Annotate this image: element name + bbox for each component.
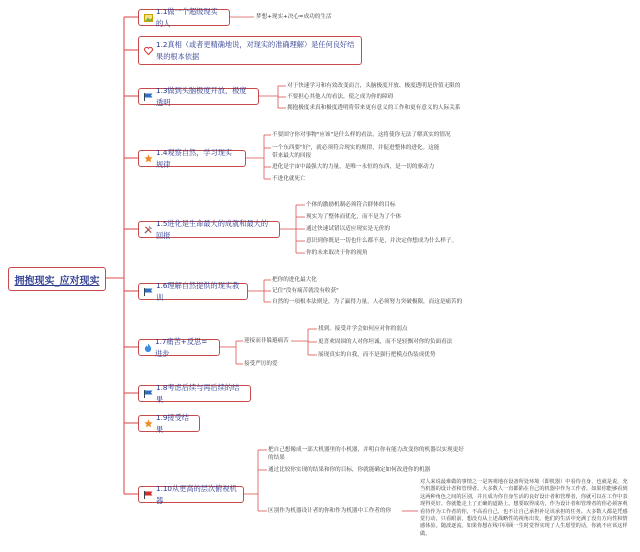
blue-flag-icon xyxy=(144,93,153,101)
detail-1-6-2: 记住"没有痛苦就没有收获" xyxy=(272,288,339,294)
topic-label: 1.8考虑后续与再后续的结果 xyxy=(156,382,240,404)
machine-sub: 区别作为机器设计者的你和作为机器中工作者的你 xyxy=(268,508,392,514)
topic-1-9[interactable] xyxy=(138,412,200,434)
topic-1-5[interactable] xyxy=(138,218,280,240)
detail-1-6-1: 把你的进化最大化 xyxy=(272,277,317,283)
detail-1-5-2: 现实为了整体而优化，而不是为了个体 xyxy=(306,214,402,220)
topic-label: 1.2真相（或者更精确地说，对现实的准确理解）是任何良好结果的根本依据 xyxy=(156,39,355,61)
detail-1-4-4: 不进化就死亡 xyxy=(272,176,306,182)
detail-1-5-4: 意识到你既是一切也什么都不是，并决定你想成为什么样子。 xyxy=(306,238,458,244)
detail-1-4-1: 不要固守你对事物"应该"是什么样的看法，这将使你无法了解真实的情况 xyxy=(272,132,451,138)
topic-1-2[interactable] xyxy=(138,36,362,65)
topic-1-8[interactable] xyxy=(138,382,251,404)
topic-1-3[interactable] xyxy=(138,85,259,107)
blue-flag-icon xyxy=(144,288,153,296)
red-flag-icon xyxy=(144,491,153,499)
orange-star-icon xyxy=(144,419,153,428)
heart-icon xyxy=(144,47,153,55)
detail-1-3-2: 不要担心其他人的看法，使之成为你的障碍 xyxy=(287,94,394,100)
topic-label: 1.3做到头脑极度开放、极度透明 xyxy=(156,85,247,107)
detail-1-5-1: 个体的激励机制必须符合群体的目标 xyxy=(306,202,396,208)
pain-detail-1: 找到、接受并学会如何应对你的弱点 xyxy=(318,326,408,332)
detail-1-5-5: 你的未来取决于你的视角 xyxy=(306,250,368,256)
topic-label: 1.9接受结果 xyxy=(156,412,189,434)
tools-icon xyxy=(144,225,153,234)
topic-1-10[interactable] xyxy=(138,483,244,505)
detail-1-10-1: 把自己想像成一部大机器里的小机器，并明白你有能力改变你的机器以实现更好的结果 xyxy=(268,447,464,461)
root-topic[interactable]: 拥抱现实_应对现实 xyxy=(8,267,106,291)
topic-label: 1.10从更高的层次俯视机器 xyxy=(156,483,237,505)
detail-1-4-3: 进化是宇宙中最强大的力量，是唯一永恒的东西，是一切的驱动力 xyxy=(272,164,435,170)
machine-note: 对人来说最难做的事情之一是客观地在设备所处环境（即机器）中看待自身，也就是说，充当机器的设计者和管理者。大多数人一直都陷在自己的机器中作为工作者。如果你能够看到这两种角色之间的区别，并且成为你自身生活的良好设计者和管理者，你就可以在工作中表现得更好。你就能走上了正确的道路上。想要取得成功，作为设计者和管理者的你必须客观看待作为工作者的你，不高看自己，也不让自己承担补足该承担的任务。大多数人都是凭感觉行动，只看眼前，想没有从上述战略性的视角出发。他们的生活中充满了没有方向性和情感体验。随波逐流。如果你想在线中回顾一生时觉得实现了人生愿望的话，你就不应该这样做。 xyxy=(420,479,628,537)
topic-label: 1.6理解自然提供的现实教训 xyxy=(156,280,240,302)
topic-1-6[interactable] xyxy=(138,280,248,302)
detail-1-10-2: 通过比较你实现的结果和你的目标，你就能确定如何改进你的机器 xyxy=(268,467,431,473)
pain-detail-2: 更喜欢周围的人对你坦诚，而不是轻飘对你的负面看法 xyxy=(318,339,453,345)
detail-1-4-2: 一个东西要"好"，就必须符合现实的规律，并促进整体的进化。这能带来最大的回报 xyxy=(272,145,440,159)
detail-1-6-3: 自然的一项根本法则是，为了赢得力量，人必须努力突破极限，而这是痛苦的 xyxy=(272,299,463,305)
detail-1-3-1: 对于快速学习和有效改变而言，头脑极度开放、极度透明是价值无限的 xyxy=(287,83,461,89)
detail-1-1-1: 梦想+现实+决心=成功的生活 xyxy=(256,14,332,20)
orange-star-icon xyxy=(144,154,153,163)
topic-1-7[interactable] xyxy=(138,336,220,358)
pain-sub-1: 迎接而非躲避痛苦 xyxy=(244,338,289,344)
blue-flag-icon xyxy=(144,390,153,398)
pain-detail-3: 展现真实的自我，而不是强行把模点伪装成优势 xyxy=(318,352,436,358)
topic-label: 1.1做一个超级现实的人 xyxy=(156,6,218,28)
topic-1-1[interactable] xyxy=(138,6,230,28)
topic-label: 1.5进化是生命最大的成就和最大的回报 xyxy=(156,218,269,240)
detail-1-3-3: 拥抱极度求真和极度透明将带来更有意义的工作和更有意义的人际关系 xyxy=(287,105,461,111)
image-icon xyxy=(144,14,153,22)
detail-1-5-3: 通过快速试错以适应现实是无价的 xyxy=(306,226,390,232)
fire-icon xyxy=(144,343,152,352)
pain-sub-2: 接受严厉的爱 xyxy=(244,361,278,367)
topic-1-4[interactable] xyxy=(138,147,246,169)
topic-label: 1.4观察自然，学习现实规律 xyxy=(156,147,233,169)
topic-label: 1.7痛苦+反思=进步 xyxy=(155,336,208,358)
